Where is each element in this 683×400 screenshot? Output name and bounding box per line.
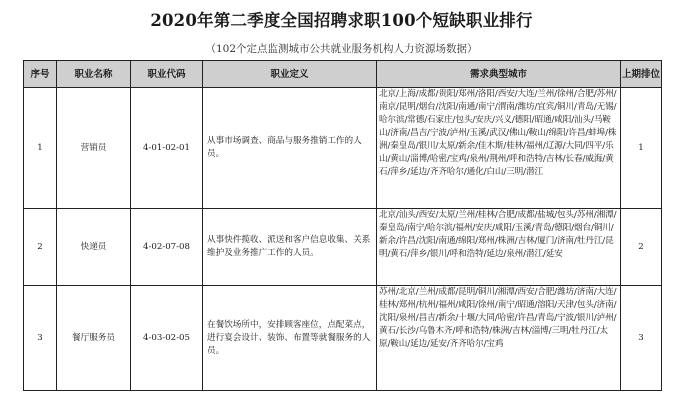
cell-name: 餐厅服务员 xyxy=(57,286,131,391)
cell-definition: 在餐饮场所中，安排顾客座位，点配菜点，进行宴会设计、装饰、布置等就餐服务的人员。 xyxy=(203,286,377,391)
cell-definition: 从事快件揽收、派送和客户信息收集、关系维护及业务推广工作的人员。 xyxy=(203,209,377,286)
header-definition: 职业定义 xyxy=(203,61,377,88)
header-name: 职业名称 xyxy=(57,61,131,88)
page-subtitle: （102个定点监测城市公共就业服务机构人力资源场数据） xyxy=(205,43,478,55)
page-title: 2020年第二季度全国招聘求职100个短缺职业排行 xyxy=(150,11,533,30)
cell-name: 快递员 xyxy=(57,209,131,286)
table-row xyxy=(24,286,662,391)
cell-seq: 2 xyxy=(24,209,57,286)
cell-code: 4-01-02-01 xyxy=(131,88,203,209)
cell-code: 4-02-07-08 xyxy=(131,209,203,286)
cell-prev-rank: 3 xyxy=(621,286,662,391)
cell-cities: 北京/汕头/西安/太原/兰州/桂林/合肥/成都/盐城/包头/苏州/湘潭/秦皇岛/南宁/哈尔滨/福州/安庆/咸阳/玉溪/青岛/德阳/烟台/铜川/新余/许昌/沈阳/南通/绵阳/郑州/株洲/吉林/厦门/济南/牡丹江/昆明/黄石/萍乡/银川/呼和浩特/延边/泉州/潜江/延安 xyxy=(377,209,621,286)
cell-name: 营销员 xyxy=(57,88,131,209)
header-cities: 需求典型城市 xyxy=(377,61,621,88)
table-header-row xyxy=(24,61,662,88)
cell-cities: 北京/上海/成都/贵阳/郑州/洛阳/西安/大连/兰州/徐州/合肥/苏州/南京/昆明/烟台/沈阳/南通/南宁/渭南/潍坊/宜宾/铜川/青岛/无锡/哈尔滨/常德/石家庄/包头/安庆/兴义/德阳/昭通/咸阳/汕头/马鞍山/济南/昌吉/宁波/泸州/玉溪/武汉/佛山/鞍山/绵阳/许昌/蚌埠/株洲/秦皇岛/银川/太原/新余/佳木斯/桂林/福州/辽源/大同/四平/乐山/黄山/淄博/哈密/宝鸡/泉州/荆州/呼和浩特/吉林/长春/威海/黄石/萍乡/延边/齐齐哈尔/通化/白山/三明/潜江 xyxy=(377,88,621,209)
cell-cities: 苏州/北京/兰州/成都/昆明/铜川/湘潭/西安/合肥/潍坊/济南/大连/桂林/郑州/杭州/福州/咸阳/徐州/南宁/昭通/溶阳/天津/包头/济南/沈阳/泉州/昌吉/新余/十堰/大同/哈密/许昌/青岛/宁波/银川/泸州/黄石/长沙/乌鲁木齐/呼和浩特/株洲/吉林/淄博/三明/牡丹江/太原/鞍山/延边/延安/齐齐哈尔/宝鸡 xyxy=(377,286,621,391)
header-seq: 序号 xyxy=(24,61,57,88)
cell-prev-rank: 2 xyxy=(621,209,662,286)
cell-seq: 3 xyxy=(24,286,57,391)
cell-definition: 从事市场调查、商品与服务推销工作的人员。 xyxy=(203,88,377,209)
cell-prev-rank: 1 xyxy=(621,88,662,209)
header-prev-rank: 上期排位 xyxy=(621,61,662,88)
cell-code: 4-03-02-05 xyxy=(131,286,203,391)
shortage-occupation-table xyxy=(23,60,662,391)
header-code: 职业代码 xyxy=(131,61,203,88)
cell-seq: 1 xyxy=(24,88,57,209)
table-row xyxy=(24,209,662,286)
table-row xyxy=(24,88,662,209)
